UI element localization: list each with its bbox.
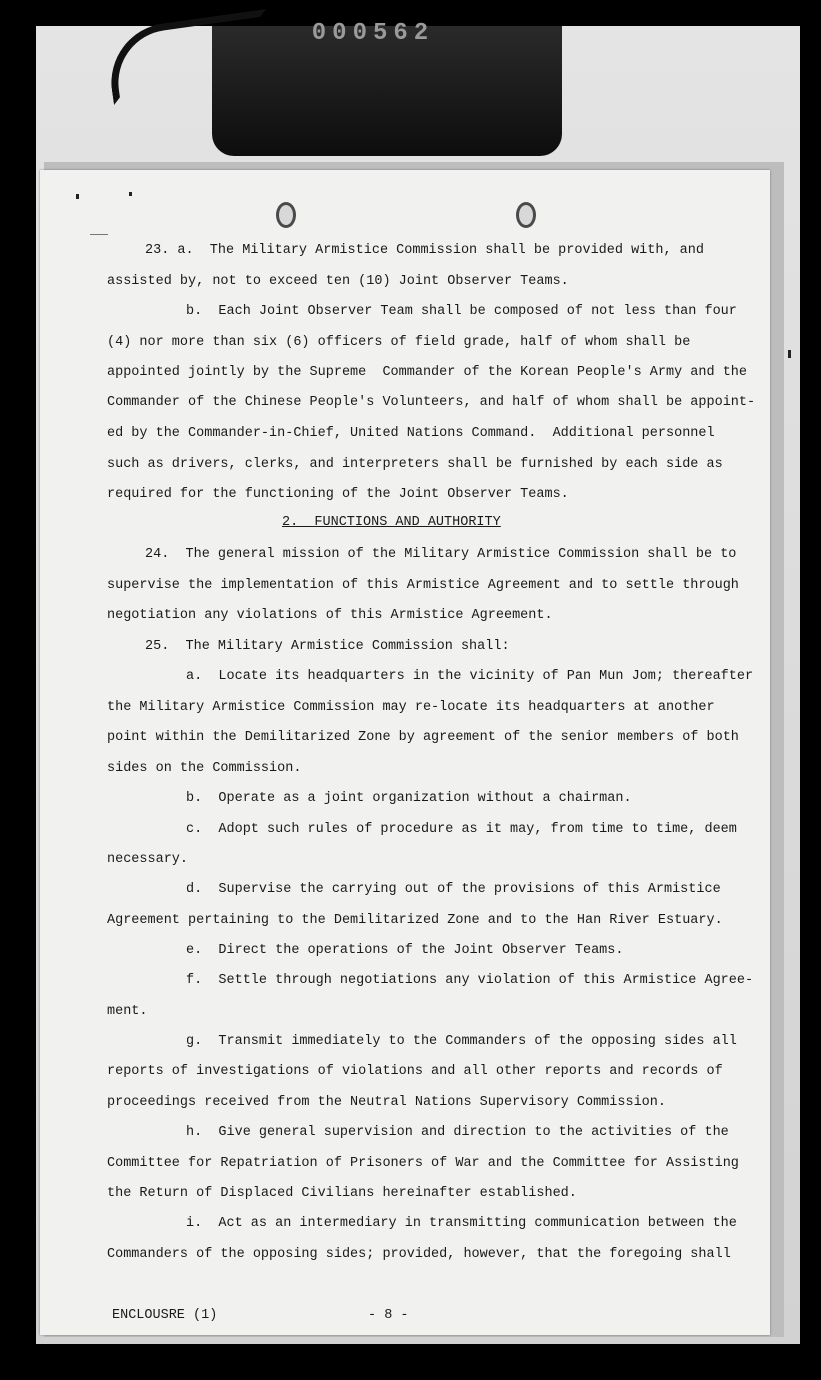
text-line-content: c. Adopt such rules of procedure as it may, from time to time, deem <box>186 822 737 837</box>
document-page <box>40 170 770 1335</box>
scan-mark <box>90 234 108 235</box>
text-line-content: Agreement pertaining to the Demilitarized Zone and to the Han River Estuary. <box>107 913 723 928</box>
scan-mark <box>76 194 79 199</box>
footer-page-number: - 8 - <box>368 1308 409 1323</box>
text-line-content: ed by the Commander-in-Chief, United Nations Command. Additional personnel <box>107 426 715 441</box>
text-line-content: b. Operate as a joint organization without a chairman. <box>186 791 632 806</box>
section-heading: 2. FUNCTIONS AND AUTHORITY <box>282 515 501 530</box>
text-line-content: h. Give general supervision and direction to the activities of the <box>186 1125 729 1140</box>
text-line-content: 25. The Military Armistice Commission shall: <box>145 639 510 654</box>
scan-mark <box>788 350 791 358</box>
text-line-content: d. Supervise the carrying out of the provisions of this Armistice <box>186 882 721 897</box>
text-line-content: negotiation any violations of this Armistice Agreement. <box>107 608 553 623</box>
text-line-content: a. Locate its headquarters in the vicinity of Pan Mun Jom; thereafter <box>186 669 754 684</box>
text-line-content: point within the Demilitarized Zone by agreement of the senior members of both <box>107 730 739 745</box>
text-line-content: f. Settle through negotiations any violation of this Armistice Agree- <box>186 973 754 988</box>
text-line-content: ment. <box>107 1004 148 1019</box>
text-line-content: reports of investigations of violations and all other reports and records of <box>107 1064 723 1079</box>
text-line-content: (4) nor more than six (6) officers of field grade, half of whom shall be <box>107 335 691 350</box>
text-line-content: b. Each Joint Observer Team shall be composed of not less than four <box>186 304 737 319</box>
text-line-content: 23. a. The Military Armistice Commission shall be provided with, and <box>145 243 704 258</box>
text-line-content: Commander of the Chinese People's Volunteers, and half of whom shall be appoint- <box>107 395 756 410</box>
text-line-content: necessary. <box>107 852 189 867</box>
text-line-content: e. Direct the operations of the Joint Observer Teams. <box>186 943 624 958</box>
text-line-content: g. Transmit immediately to the Commanders of the opposing sides all <box>186 1034 737 1049</box>
text-line-content: sides on the Commission. <box>107 761 302 776</box>
text-line-content: 24. The general mission of the Military Armistice Commission shall be to <box>145 547 737 562</box>
stamp-number: 000562 <box>311 20 435 47</box>
text-line-content: Commanders of the opposing sides; provided, however, that the foregoing shall <box>107 1247 731 1262</box>
text-line-content: the Military Armistice Commission may re-locate its headquarters at another <box>107 700 715 715</box>
text-line-content: assisted by, not to exceed ten (10) Joint Observer Teams. <box>107 274 569 289</box>
text-line-content: i. Act as an intermediary in transmitting communication between the <box>186 1216 737 1231</box>
text-line-content: appointed jointly by the Supreme Commander of the Korean People's Army and the <box>107 365 748 380</box>
text-line-content: supervise the implementation of this Armistice Agreement and to settle through <box>107 578 739 593</box>
text-line-content: proceedings received from the Neutral Nations Supervisory Commission. <box>107 1095 666 1110</box>
text-line-content: required for the functioning of the Joint Observer Teams. <box>107 487 569 502</box>
text-line-content: Committee for Repatriation of Prisoners of War and the Committee for Assisting <box>107 1156 739 1171</box>
footer-enclosure: ENCLOUSRE (1) <box>112 1308 218 1323</box>
text-line-content: the Return of Displaced Civilians hereinafter established. <box>107 1186 577 1201</box>
punch-hole-right <box>516 202 536 228</box>
punch-hole-left <box>276 202 296 228</box>
text-line-content: such as drivers, clerks, and interpreters shall be furnished by each side as <box>107 457 723 472</box>
scan-mark <box>129 192 132 196</box>
